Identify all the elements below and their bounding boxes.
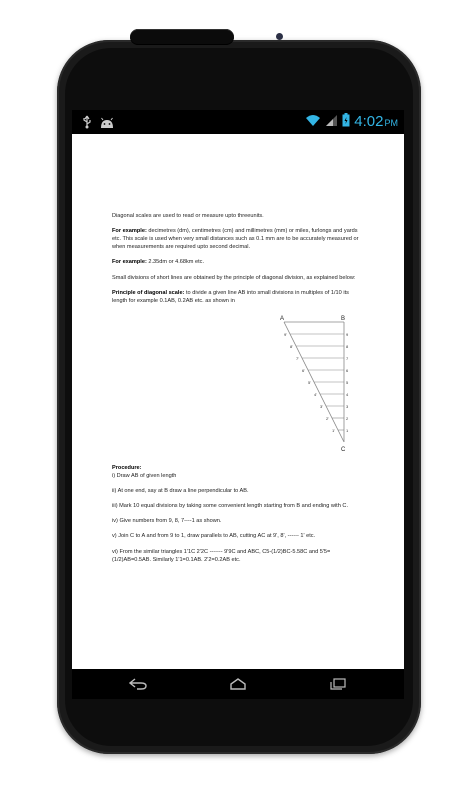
android-debug-icon	[100, 114, 114, 133]
prime-label: 4'	[314, 391, 317, 397]
small-divisions-paragraph: Small divisions of short lines are obtained by the principle of diagonal division, as explained below:	[112, 274, 356, 281]
recents-button[interactable]	[328, 675, 348, 693]
scale-number: 7	[346, 355, 349, 361]
diagonal-scale-diagram	[112, 312, 364, 454]
intro-paragraph: Diagonal scales are used to read or measure upto threeunits.	[112, 213, 264, 219]
example1-paragraph: For example: decimetres (dm), centimetres (cm) and millimetres (mm) or miles, furlongs and yards etc. This scale is used when very small distances such as 0.1 mm are to be accurately measured or when measurements are required upto second decimal.	[112, 228, 359, 251]
usb-icon	[82, 114, 92, 133]
label-c: C	[341, 446, 346, 453]
home-button[interactable]	[228, 675, 248, 693]
back-button[interactable]	[128, 675, 148, 693]
procedure-step: v) Join C to A and from 9 to 1, draw parallels to AB, cutting AC at 9', 8', ------ 1' etc.	[112, 533, 316, 540]
scale-number: 9	[346, 331, 349, 337]
scale-number: 3	[346, 403, 349, 409]
prime-label: 3'	[320, 403, 323, 409]
home-icon	[229, 675, 247, 694]
scale-number: 5	[346, 379, 349, 385]
scale-number: 2	[346, 415, 349, 421]
prime-label: 5'	[308, 379, 311, 385]
procedure-step: ii) At one end, say at B draw a line perpendicular to AB.	[112, 488, 249, 495]
label-a: A	[280, 315, 285, 322]
back-icon	[129, 675, 147, 694]
prime-label: 7'	[296, 355, 299, 361]
clock: 4:02PM	[354, 113, 398, 130]
procedure-step: iv) Give numbers from 9, 8, 7----1 as shown.	[112, 518, 222, 525]
prime-label: 6'	[302, 367, 305, 373]
wifi-icon	[305, 112, 321, 131]
battery-icon	[342, 112, 350, 131]
procedure-paragraph: Procedure: i) Draw AB of given length	[112, 464, 177, 479]
label-b: B	[341, 315, 346, 322]
procedure-step: iii) Mark 10 equal divisions by taking some convenient length starting from B and ending with C.	[112, 503, 348, 510]
prime-label: 2'	[326, 415, 329, 421]
scale-number: 4	[346, 391, 349, 397]
scale-number: 6	[346, 367, 349, 373]
navigation-bar	[72, 669, 404, 699]
principle-paragraph: Principle of diagonal scale: to divide a given line AB into small divisions in multiples of 1/10 its length for example 0.1AB, 0.2AB etc. as shown in	[112, 289, 349, 304]
document-viewer[interactable]	[72, 134, 404, 669]
document-page	[112, 212, 364, 571]
recents-icon	[330, 675, 346, 694]
front-camera	[276, 33, 283, 40]
scale-number: 8	[346, 343, 349, 349]
prime-label: 8'	[290, 343, 293, 349]
prime-label: 1'	[332, 427, 335, 433]
top-speaker-grille	[130, 29, 234, 45]
prime-label: 9'	[284, 331, 287, 337]
example2-paragraph: For example: 2.35dm or 4.68km etc.	[112, 259, 205, 266]
signal-icon	[325, 112, 338, 131]
status-bar	[72, 110, 404, 134]
procedure-step: vi) From the similar triangles 1'1C 2'2C ------- 9'9C and ABC, C5-(1/2)BC-5.58C and 5'5=(1/2)AB=0.5AB. Similarly 1'1=0.1AB. 2'2=0.2AB etc.	[112, 548, 331, 563]
scale-number: 1	[346, 427, 349, 433]
